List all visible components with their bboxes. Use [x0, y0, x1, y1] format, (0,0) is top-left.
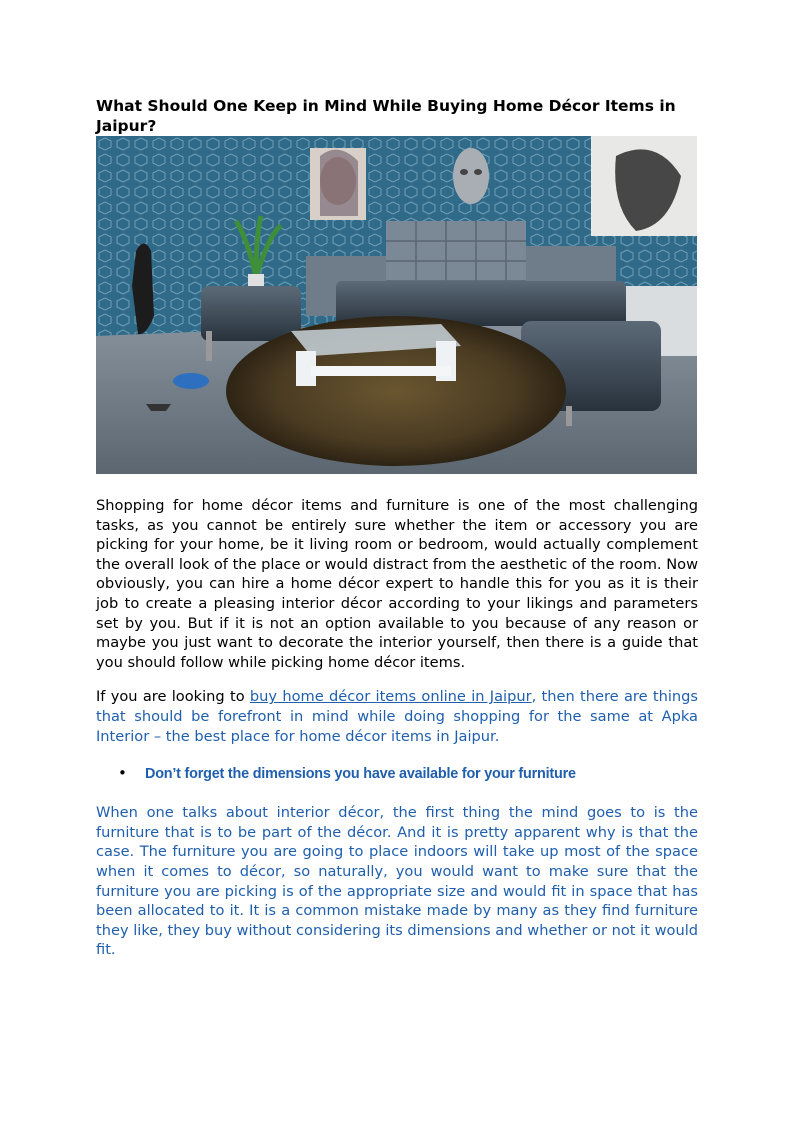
bullet-heading: Don’t forget the dimensions you have available for your furniture [145, 766, 576, 783]
jaipur-paragraph [96, 687, 698, 746]
intro-paragraph: Shopping for home décor items and furniture is one of the most challenging tasks, as you cannot be entirely sure whether the item or accessory you are picking for your home, be it living room or bedroom, would actually complement the overall look of the place or would distract from the aesthetic of the room. Now obviously, you can hire a home décor expert to handle this for you as it is their job to create a pleasing interior décor according to your likings and parameters set by you. But if it is not an option available to you because of any reason or maybe you just want to decorate the interior yourself, then there is a guide that you should follow while picking home décor items. [96, 497, 698, 671]
dimensions-paragraph: When one talks about interior décor, the first thing the mind goes to is the furniture that is to be part of the décor. And it is pretty apparent why is that the case. The furniture you are going to place indoors will take up most of the space when it comes to décor, so naturally, you would want to make sure that the furniture you are picking is of the appropriate size and would fit in space that has been allocated to it. It is a common mistake made by many as they find furniture they like, they buy without considering its dimensions and whether or not it would fit. [96, 804, 699, 959]
buy-decor-link[interactable]: buy home décor items online in Jaipur [249, 688, 532, 706]
document-page [96, 96, 698, 960]
para2-prefix: If you are looking to [96, 688, 250, 706]
living-room-photo [96, 136, 697, 474]
bullet-item [118, 764, 698, 784]
bullet-icon: • [118, 764, 127, 783]
article-title: What Should One Keep in Mind While Buying Home Décor Items in Jaipur? [96, 97, 676, 135]
para2-suffix: , then there are things that should be forefront in mind while doing shopping for the same at Apka Interior – the best place for home décor items in Jaipur. [96, 688, 698, 745]
